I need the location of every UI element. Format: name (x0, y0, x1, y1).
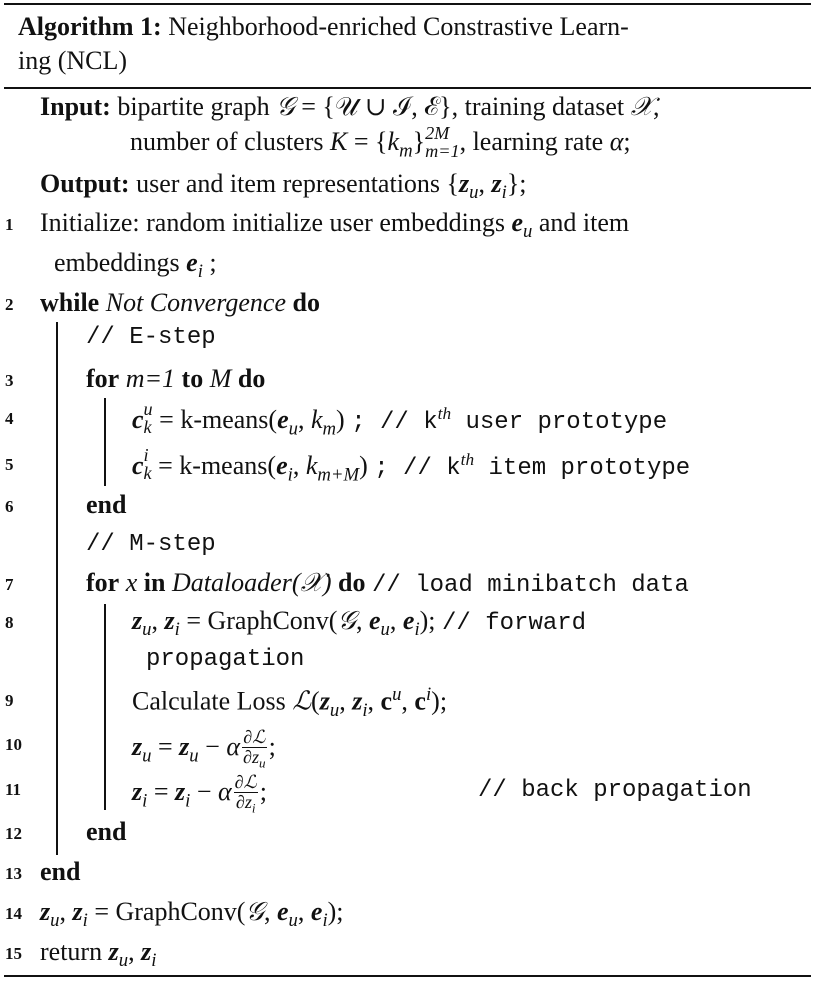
input-line2-b: = { (353, 127, 388, 157)
calculate-loss: Calculate Loss (132, 686, 286, 716)
init-text-b: and item (538, 208, 630, 237)
clusters-sup: 2M (425, 123, 450, 143)
header-rule (4, 87, 811, 89)
for-variable: m=1 (125, 364, 176, 393)
init-text-d: ; (209, 248, 217, 277)
return-text: return (40, 937, 103, 966)
forward-comment: // forward (442, 610, 587, 637)
line-number-6: 6 (5, 497, 14, 516)
for-keyword: for (86, 364, 120, 393)
line-number-12: 12 (5, 824, 22, 843)
gradient-i: $\frac{\text{∂ℒ}}{\partial z_i}$ (234, 772, 257, 816)
dataloader: Dataloader(𝒳) (171, 568, 332, 598)
graphconv-final: GraphConv( (115, 897, 246, 926)
line-number-14: 14 (5, 904, 22, 923)
loss-symbol: ℒ (292, 686, 312, 717)
line-number-11: 11 (5, 780, 22, 799)
to-keyword: to (181, 364, 204, 393)
algorithm-title-line1: Neighborhood-enriched Constrastive Learn- (168, 12, 629, 41)
top-rule (4, 3, 811, 5)
user-prototype-comment: ; // $k^{th}$ user prototype (351, 404, 668, 437)
loop-variable-x: x (125, 568, 138, 597)
line-number-15: 15 (5, 944, 22, 963)
input-line2-d: , learning rate (459, 127, 604, 157)
input-text1: bipartite graph (117, 92, 270, 121)
line-number-7: 7 (5, 575, 14, 594)
gradient-u: $\frac{\text{∂ℒ}}{\partial z_u}$ (242, 727, 266, 771)
line-number-13: 13 (5, 864, 22, 883)
while-condition: Not Convergence (105, 288, 286, 317)
clusters-K: K (330, 127, 348, 157)
graph-definition: = {𝒰 ∪ ℐ, ℰ} (301, 92, 452, 121)
input-text2: , training dataset (451, 92, 625, 121)
algorithm-label: Algorithm 1: (18, 12, 162, 41)
for-do-keyword-2: do (338, 568, 366, 597)
line-number-2: 2 (5, 295, 14, 314)
graph-symbol: 𝒢 (276, 92, 295, 122)
graphconv-forward: GraphConv( (207, 606, 338, 635)
end-for-estep: end (86, 490, 127, 519)
alpha-symbol: α (609, 127, 624, 157)
mstep-text: // M-step (86, 531, 216, 558)
end-for-mstep: end (86, 817, 127, 846)
input-text3: , (653, 92, 660, 121)
kmeans-user: k-means (180, 405, 269, 435)
clusters-k: k (387, 127, 400, 157)
dataset-symbol: 𝒳 (630, 92, 654, 122)
in-keyword: in (143, 568, 166, 597)
for-do-keyword: do (237, 364, 266, 393)
line-number-8: 8 (5, 613, 14, 632)
kmeans-item: k-means (179, 451, 268, 481)
clusters-range (425, 124, 460, 160)
input-line2-c: } (412, 127, 426, 157)
for-end-value: M (209, 364, 232, 393)
input-keyword: Input: (40, 92, 111, 121)
input-line2-e: ; (623, 127, 631, 157)
end-while: end (40, 857, 81, 886)
for-estep-bar (104, 398, 106, 486)
line-number-5: 5 (5, 455, 14, 474)
output-text: user and item representations (136, 169, 441, 198)
line-number-9: 9 (5, 691, 14, 710)
while-keyword: while (40, 288, 100, 317)
bottom-rule (4, 975, 811, 977)
init-text-c: embeddings (54, 248, 180, 277)
clusters-k-sub: m (399, 140, 413, 162)
item-prototype-comment: ; // $k^{th}$ item prototype (374, 450, 691, 483)
init-text: Initialize: random initialize user embeddings (40, 208, 505, 237)
clusters-sub: m=1 (425, 141, 460, 162)
line-number-1: 1 (5, 215, 14, 234)
for-keyword-2: for (86, 568, 120, 597)
back-propagation-comment: // back propagation (478, 777, 752, 804)
for-mstep-bar (104, 604, 106, 810)
forward-comment-cont: propagation (146, 646, 305, 673)
algorithm-title-line2: ing (NCL) (18, 46, 128, 75)
while-body-bar (56, 322, 58, 855)
line-number-10: 10 (5, 735, 22, 754)
line-number-3: 3 (5, 371, 14, 390)
minibatch-comment: // load minibatch data (372, 572, 689, 599)
input-line2-a: number of clusters (130, 127, 324, 157)
while-do-keyword: do (292, 288, 320, 317)
estep-text: // E-step (86, 324, 216, 351)
line-number-4: 4 (5, 409, 14, 428)
output-keyword: Output: (40, 169, 130, 198)
